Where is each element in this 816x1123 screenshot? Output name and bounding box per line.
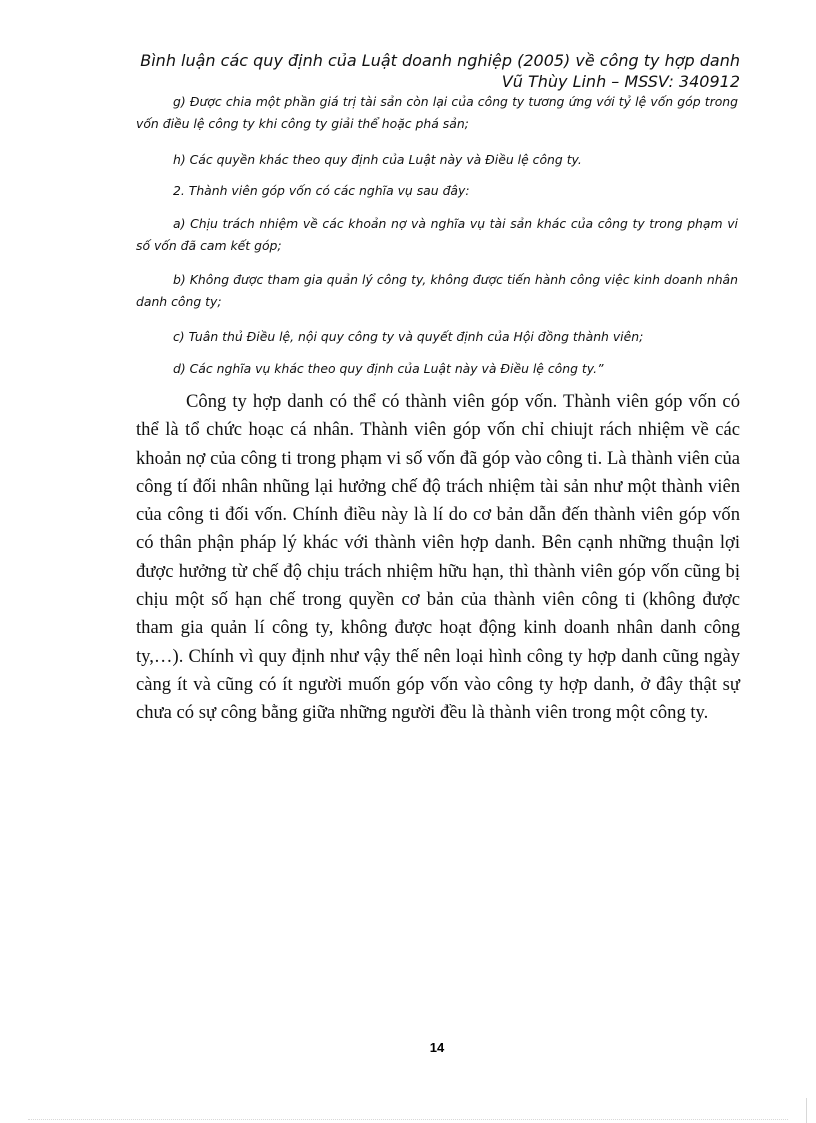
quote-item-a <box>136 213 738 257</box>
header-author: Vũ Thùy Linh – MSSV: 340912 <box>501 72 740 91</box>
quote-item-d <box>136 358 738 380</box>
page-corner-mark <box>806 1098 807 1123</box>
quote-text: g) Được chia một phần giá trị tài sản còn lại của công ty tương ứng với tỷ lệ vốn góp trong vốn điều lệ công ty khi công ty giải thể hoặc phá sản; <box>136 94 738 131</box>
page-bottom-border <box>28 1119 788 1120</box>
quote-text: c) Tuân thủ Điều lệ, nội quy công ty và quyết định của Hội đồng thành viên; <box>173 329 644 344</box>
quote-text: 2. Thành viên góp vốn có các nghĩa vụ sau đây: <box>173 183 470 198</box>
quote-item-b <box>136 269 738 313</box>
quote-item-g <box>136 91 738 135</box>
header-title: Bình luận các quy định của Luật doanh nghiệp (2005) về công ty hợp danh <box>140 51 740 70</box>
quote-item-c <box>136 326 738 348</box>
body-paragraph: Công ty hợp danh có thể có thành viên góp vốn. Thành viên góp vốn có thể là tổ chức hoạc cá nhân. Thành viên góp vốn chỉ chiujt rách nhiệm về các khoản nợ của công ti trong phạm vi số vốn đã góp vào công ti. Là thành viên của công tí đối nhân nhũng lại hưởng chế độ trách nhiệm tài sản như một thành viên của công ti đối vốn. Chính điều này là lí do cơ bản dẫn đến thành viên góp vốn có thân phận pháp lý khác với thành viên hợp danh. Bên cạnh những thuận lợi được hưởng từ chế độ chịu trách nhiệm hữu hạn, thì thành viên góp vốn cũng bị chịu một số hạn chế trong quyền cơ bản của thành viên công ti (không được tham gia quản lí công ty, không được hoạt động kinh doanh nhân danh công ty,…). Chính vì quy định như vậy thế nên loại hình công ty hợp danh cũng ngày càng ít và cũng có ít người muốn góp vốn vào công ty hợp danh, ở đây thật sự chưa có sự công bằng giữa những người đều là thành viên trong một công ty. <box>136 391 740 724</box>
page-number: 14 <box>429 1040 445 1055</box>
page-header <box>140 50 740 92</box>
quote-item-h <box>136 149 738 171</box>
quote-text: d) Các nghĩa vụ khác theo quy định của Luật này và Điều lệ công ty.” <box>173 361 604 376</box>
body-section <box>136 388 740 728</box>
quote-text: b) Không được tham gia quản lý công ty, không được tiến hành công việc kinh doanh nhân danh công ty; <box>136 272 738 309</box>
quote-item-obligations-heading <box>136 180 738 202</box>
quote-text: h) Các quyền khác theo quy định của Luật này và Điều lệ công ty. <box>173 152 582 167</box>
quote-text: a) Chịu trách nhiệm về các khoản nợ và nghĩa vụ tài sản khác của công ty trong phạm vi số vốn đã cam kết góp; <box>136 216 738 253</box>
